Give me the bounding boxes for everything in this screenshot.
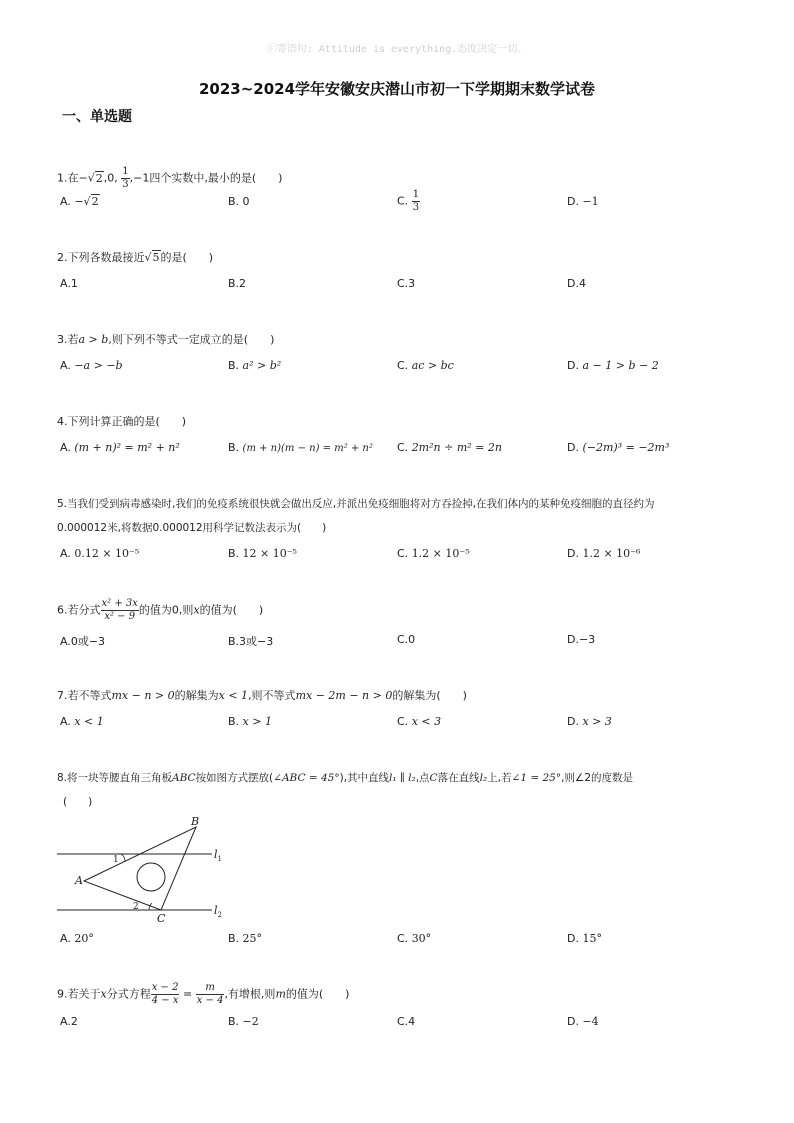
option-a[interactable]: A.2 [60, 1015, 78, 1028]
question-9: 9.若关于x分式方程 $\frac{x - 2}{4 - x}$ = $\frac{m}{x - 4}$ ,有增根,则m的值为( ) [57, 982, 350, 1006]
option-a[interactable]: A. x < 1 [60, 715, 104, 728]
label-angle-2: 2 [133, 902, 139, 912]
label-l2: $l_2$ [214, 904, 222, 919]
option-b[interactable]: B. a² > b² [228, 359, 282, 372]
option-c[interactable]: C.4 [397, 1015, 416, 1028]
option-d[interactable]: D. 1.2 × 10⁻⁶ [567, 547, 641, 560]
question-7: 7.若不等式mx − n > 0的解集为x < 1,则不等式mx − 2m − n > 0的解集为( ) [57, 689, 467, 702]
fraction: $\frac{1}{3}$ [122, 166, 129, 190]
option-b[interactable]: B. x > 1 [228, 715, 272, 728]
option-d[interactable]: D. 15° [567, 932, 602, 945]
section-heading: 一、单选题 [62, 109, 132, 125]
option-c[interactable]: C. $\frac{1}{3}$ [397, 189, 420, 213]
option-b[interactable]: B. 12 × 10⁻⁵ [228, 547, 297, 560]
option-a[interactable]: A. 0.12 × 10⁻⁵ [60, 547, 140, 560]
option-d[interactable]: D. a − 1 > b − 2 [567, 359, 659, 372]
option-c[interactable]: C. 2m²n ÷ m² = 2n [397, 441, 502, 454]
option-a[interactable]: A. (m + n)² = m² + n² [60, 441, 180, 454]
option-b[interactable]: B. −2 [228, 1015, 259, 1028]
geometry-figure [55, 814, 235, 926]
question-4: 4.下列计算正确的是( ) [57, 415, 187, 428]
question-2: 2.下列各数最接近√5的是( ) [57, 251, 214, 264]
question-1: 1.在−√2,0, $\frac{1}{3}$ ,−1四个实数中,最小的是( ) [57, 166, 283, 190]
option-c[interactable]: C.3 [397, 277, 416, 290]
watermark: ⓒ寄语句: Attitude is everything.态度决定一切。 [266, 44, 528, 55]
option-d[interactable]: D. x > 3 [567, 715, 612, 728]
option-a[interactable]: A. 20° [60, 932, 94, 945]
question-3: 3.若a > b,则下列不等式一定成立的是( ) [57, 333, 275, 346]
label-a: A [75, 874, 83, 887]
label-b: B [191, 815, 200, 828]
label-l1: $l_1$ [214, 848, 222, 863]
label-c: C [157, 912, 166, 925]
option-a[interactable]: A.0或−3 [60, 635, 106, 648]
option-d[interactable]: D. (−2m)³ = −2m³ [567, 441, 670, 454]
option-b[interactable]: B.3或−3 [228, 635, 274, 648]
option-b[interactable]: B. 25° [228, 932, 263, 945]
option-a[interactable]: A. −a > −b [60, 359, 123, 372]
question-8: 8.将一块等腰直角三角板ABC按如图方式摆放(∠ABC = 45°),其中直线l₁ ∥ l₂,点C落在直线l₂上,若∠1 = 25°,则∠2的度数是 ( ) [57, 772, 634, 808]
option-b[interactable]: B. (m + n)(m − n) = m² + n² [228, 441, 373, 454]
option-d[interactable]: D.−3 [567, 633, 596, 646]
option-c[interactable]: C. x < 3 [397, 715, 442, 728]
option-d[interactable]: D. −4 [567, 1015, 599, 1028]
label-angle-1: 1 [113, 855, 119, 865]
option-c[interactable]: C. 30° [397, 932, 432, 945]
option-b[interactable]: B. 0 [228, 195, 250, 208]
option-d[interactable]: D.4 [567, 277, 586, 290]
angle-1-arc [121, 854, 125, 862]
sqrt-symbol: √2 [87, 171, 103, 185]
option-a[interactable]: A. −√2 [60, 195, 99, 208]
option-a[interactable]: A.1 [60, 277, 78, 290]
option-c[interactable]: C.0 [397, 633, 416, 646]
option-c[interactable]: C. ac > bc [397, 359, 454, 372]
option-d[interactable]: D. −1 [567, 195, 599, 208]
option-c[interactable]: C. 1.2 × 10⁻⁵ [397, 547, 470, 560]
question-5: 5.当我们受到病毒感染时,我们的免疫系统很快就会做出反应,并派出免疫细胞将对方吞捡掉,在我们体内的某种免疫细胞的直径约为 0.000012米,将数据0.000012用科学记数法表示为( ) [57, 498, 655, 534]
triangle-hole [137, 863, 165, 891]
question-6: 6.若分式 $\frac{\text{x² + 3x}}{\text{x² − 9}}$ 的值为0,则x的值为( ) [57, 598, 264, 622]
option-b[interactable]: B.2 [228, 277, 247, 290]
page-title: 2023~2024学年安徽安庆潜山市初一下学期期末数学试卷 [198, 80, 596, 98]
